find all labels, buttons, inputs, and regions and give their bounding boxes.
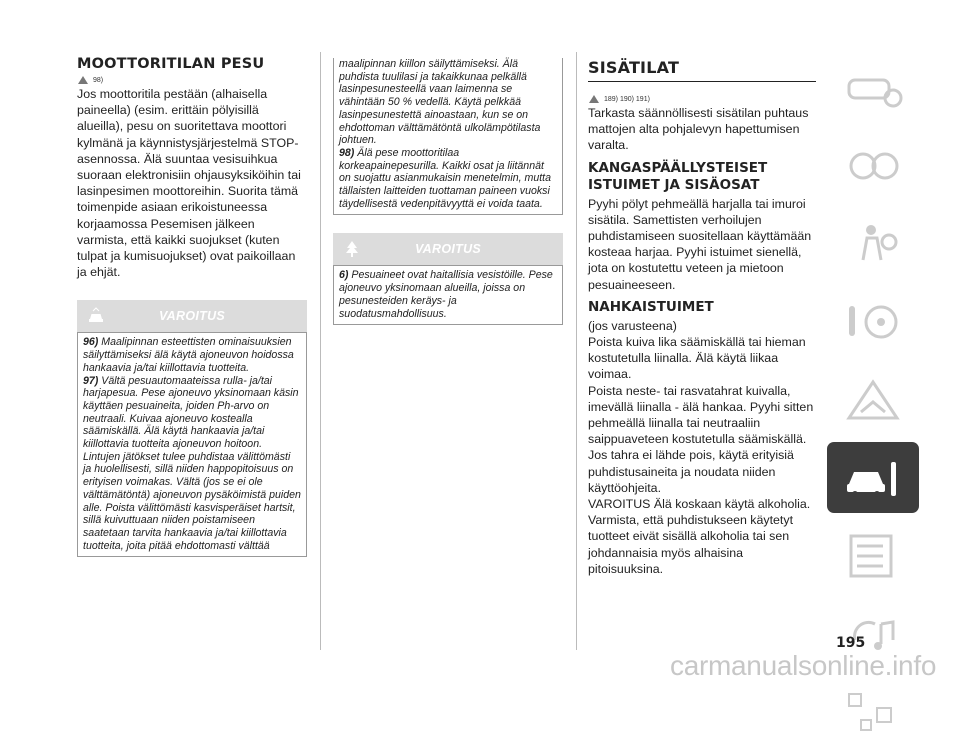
warning-title: VAROITUS [158, 309, 226, 324]
warning-continued-text: maalipinnan kiillon säilyttämiseksi. Älä puhdista tuulilasi ja takaikkunaa pelkällä lasinpesunesteellä vaan laimenna se vähintään 50 % vedellä. Käytä pelkkää lasinpesunestettä ainoastaan, kun se on ehdottoman välttämätöntä ulkolämpötilasta johtuen. [339, 58, 541, 147]
reference-text: 189) 190) 191) [604, 95, 650, 103]
fabric-seats-body: Pyyhi pölyt pehmeällä harjalla tai imuroi sisätila. Samettisten verhoilujen puhdistamiseen suositellaan käyttämään kosteaa harjaa. Pyyhi istuimet sienellä, jota on kostutettu veteen ja mietoon pesuaineeseen. [588, 196, 812, 292]
reference-markers [77, 75, 307, 85]
tab-index[interactable] [827, 676, 919, 747]
section-title-engine-wash: MOOTTORITILAN PESU [77, 56, 265, 72]
warning-item-text: Maalipinnan esteettisten ominaisuuksien säilyttämiseksi älä käytä ajoneuvon hoidossa hankaavia ja/tai kiillottavia tuotteita. [83, 336, 294, 374]
leather-body-1: Poista kuiva lika säämiskällä tai hieman kostutetulla liinalla. Älä käytä liikaa voimaa. [588, 335, 806, 382]
column-middle [333, 58, 563, 325]
page-number: 195 [836, 635, 866, 651]
tab-starting-driving[interactable] [827, 286, 919, 357]
column-divider [320, 52, 321, 650]
warning-item-97 [83, 375, 301, 553]
warning-header [77, 300, 307, 332]
tab-specs[interactable] [827, 520, 919, 591]
column-left [77, 56, 307, 557]
car-warning-icon [87, 307, 105, 325]
engine-wash-body: Jos moottoritila pestään (alhaisella paineella) (esim. erittäin pölyisillä alueilla), pesu on suoritettava moottori kylmänä ja käynnistysjärjestelmä STOP-asennossa. Älä suuntaa vesisuihkua suoraan elektronisiin ohjausyksiköihin tai lasinpesimen moottoreihin. Suorita tämä toimenpide asiaan erikoistuneessa korjaamossa Pesemisen jälkeen varmista, että kaikki suojukset (kuten tulpat ja kumisuojukset) ovat paikoillaan ja ehjät. [77, 87, 301, 280]
environment-warning-header [333, 233, 563, 265]
warning-title: VAROITUS [414, 242, 482, 257]
interior-intro: Tarkasta säännöllisesti sisätilan puhtaus mattojen alta pohjalevyn hapettumisen varalta. [588, 106, 809, 153]
leather-body-2: Poista neste- tai rasvatahrat kuivalla, imevällä liinalla - älä hankaa. Pyyhi sitten pehmeällä liinalla tai neutraaliin saippuaveteen kostutetulla säämiskällä. Jos tahra ei lähde pois, käytä erityisiä puhdistusaineita ja noudata niiden käyttöohjeita. [588, 383, 814, 495]
reference-text: 98) [93, 76, 104, 84]
specs-list-icon [843, 532, 903, 580]
leather-optional-note: (jos varusteena) [588, 318, 677, 333]
warning-continued-box [333, 58, 563, 215]
warning-car-icon [77, 75, 89, 85]
reference-markers [588, 94, 818, 104]
warning-item-98 [339, 147, 557, 211]
column-right [588, 58, 818, 577]
column-divider [576, 52, 577, 650]
tab-dashboard[interactable] [827, 130, 919, 201]
tab-maintenance[interactable] [827, 442, 919, 513]
tab-emergency[interactable] [827, 364, 919, 435]
warning-item-6 [339, 269, 557, 320]
car-maintenance-icon [843, 454, 903, 502]
tab-safety[interactable] [827, 208, 919, 279]
leather-body-3: VAROITUS Älä koskaan käytä alkoholia. Varmista, että puhdistukseen käytetyt tuotteet eivät sisällä alkoholia tai sen johdannaisia myös alhaisina pitoisuuksina. [588, 497, 811, 576]
dashboard-icon [843, 142, 903, 190]
warning-item-number: 98) [339, 146, 355, 159]
heading-fabric-seats: KANGASPÄÄLLYSTEISET ISTUIMET JA SISÄOSAT [588, 159, 768, 193]
heading-leather-seats: NAHKAISTUIMET [588, 298, 714, 315]
tree-icon [343, 240, 361, 258]
warning-item-text: Pesuaineet ovat haitallisia vesistöille. Pese ajoneuvo yksinomaan alueilla, joissa on pesunesteiden keräys- ja suodatusmahdollisuus. [339, 269, 553, 320]
warning-road-icon [843, 376, 903, 424]
warning-item-number: 96) [83, 336, 99, 349]
warning-item-number: 97) [83, 374, 99, 387]
warning-item-text: Vältä pesuautomaateissa rulla- ja/tai harjapesua. Pese ajoneuvo yksinomaan käsin käyttäen pesuaineita, joiden Ph-arvo on neutraali. Kuivaa ajoneuvo kostealla säämiskällä. Älä käytä hankaavia ja/tai kiillottavia tuotteita ajoneuvon hoitoon. Lintujen jätökset tulee puhdistaa välittömästi ja huolellisesti, sillä niiden happopitoisuus on erityisen voimakas. Vältä (jos se ei ole välttämätöntä) ajoneuvon pysäköimistä puiden alle. Poista välittömästi kasvisperäiset hartsit, sillä kuivuttuaan niiden poistamiseen saatetaan tarvita hankaavia ja/tai kiillottavia tuotteita, joita pitää ehdottomasti välttää [83, 374, 301, 552]
tab-car-info[interactable] [827, 52, 919, 123]
warning-item-text: Älä pese moottoritilaa korkeapainepesurilla. Kaikki osat ja liitännät on suojattu asianmukaisin menetelmin, mutta tällaisten laitteiden tuottaman paineen vuoksi täydellisestä vedenpitävyyttä ei voida taata. [339, 146, 551, 210]
car-info-icon [843, 64, 903, 112]
environment-warning-box [333, 265, 563, 325]
warning-item-number: 6) [339, 269, 349, 282]
airbag-safety-icon [843, 220, 903, 268]
watermark: carmanualsonline.info [670, 650, 937, 681]
warning-box [77, 332, 307, 557]
index-icon [843, 688, 903, 736]
warning-car-icon [588, 94, 600, 104]
section-title-interior: SISÄTILAT [588, 58, 816, 82]
key-steering-icon [843, 298, 903, 346]
warning-item-96 [83, 336, 301, 374]
